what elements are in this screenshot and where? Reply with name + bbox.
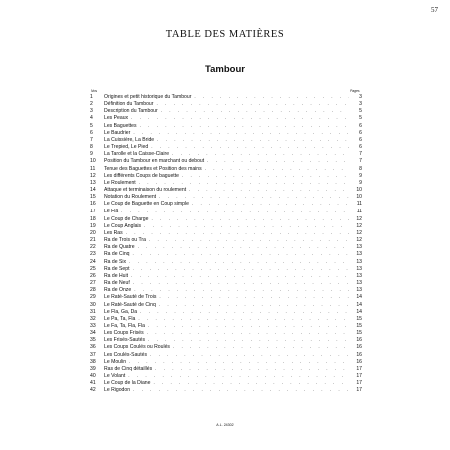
- entry-number: 39: [90, 365, 96, 372]
- entry-title: Ra de Quatre: [104, 244, 135, 251]
- entry-page-number: 16: [356, 358, 362, 365]
- toc-entry: [90, 287, 362, 293]
- entry-title: Les Coups Frisés: [104, 330, 144, 337]
- dot-leader: [132, 251, 349, 257]
- entry-number: 41: [90, 380, 96, 387]
- entry-title: Ras de Cinq détaillés: [104, 365, 153, 372]
- entry-title: Notation du Roulement: [104, 194, 157, 201]
- dot-leader: [131, 115, 349, 121]
- entry-title: Ra de Trois ou Tra: [104, 237, 146, 244]
- entry-number: 2: [90, 101, 93, 108]
- toc-entry: [90, 273, 362, 279]
- entry-title: Les Frisés-Sautés: [104, 337, 146, 344]
- entry-page-number: 6: [359, 136, 362, 143]
- entry-title: Attaque et terminaison du roulement: [104, 187, 187, 194]
- entry-title: Les Ras: [104, 229, 123, 236]
- entry-title: Le Coup de la Diane: [104, 380, 151, 387]
- toc-entry: [90, 352, 362, 358]
- entry-page-number: 14: [356, 301, 362, 308]
- toc-entry: [90, 194, 362, 200]
- entry-number: 17: [90, 208, 96, 215]
- entry-title: Origines et petit historique du Tambour: [104, 94, 192, 100]
- entry-title: La Tarolle et la Caisse-Claire: [104, 151, 170, 158]
- toc-entry: [90, 302, 362, 308]
- dot-leader: [161, 108, 349, 114]
- entry-number: 37: [90, 351, 96, 358]
- entry-page-number: 10: [356, 187, 362, 194]
- entry-title: Ra de Sept: [104, 265, 130, 272]
- entry-page-number: 12: [356, 237, 362, 244]
- entry-page-number: 6: [359, 122, 362, 129]
- dot-leader: [173, 344, 349, 350]
- entry-page-number: 12: [356, 229, 362, 236]
- entry-page-number: 14: [356, 294, 362, 301]
- entry-page-number: 13: [356, 265, 362, 272]
- dot-leader: [151, 144, 349, 150]
- toc-entry: [90, 223, 362, 229]
- entry-number: 8: [90, 144, 93, 151]
- entry-number: 35: [90, 337, 96, 344]
- toc-entry: [90, 94, 362, 100]
- toc-entry: [90, 151, 362, 157]
- dot-leader: [129, 359, 349, 365]
- toc-entry: [90, 294, 362, 300]
- entry-title: Description du Tambour: [104, 108, 158, 115]
- entry-title: Tenue des Baguettes et Position des mains: [104, 165, 202, 172]
- entry-number: 23: [90, 251, 96, 258]
- dot-leader: [148, 323, 349, 329]
- entry-title: Le Moulin: [104, 358, 127, 365]
- entry-title: Le Raté-Sauté de Trois: [104, 294, 157, 301]
- entry-number: 30: [90, 301, 96, 308]
- entry-page-number: 17: [356, 365, 362, 372]
- entry-page-number: 15: [356, 315, 362, 322]
- entry-page-number: 3: [359, 101, 362, 108]
- dot-leader: [182, 173, 349, 179]
- entry-title: Le Pa, Ta, Fla: [104, 315, 136, 322]
- entry-page-number: 17: [356, 380, 362, 387]
- entry-title: Le Baudrier: [104, 129, 131, 136]
- entry-page-number: 16: [356, 344, 362, 351]
- toc-entry: [90, 244, 362, 250]
- entry-number: 5: [90, 122, 93, 129]
- entry-number: 22: [90, 244, 96, 251]
- entry-number: 24: [90, 258, 96, 265]
- entry-page-number: 3: [359, 94, 362, 100]
- dot-leader: [157, 137, 349, 143]
- toc-entry: [90, 366, 362, 372]
- entry-number: 16: [90, 201, 96, 208]
- dot-leader: [121, 209, 349, 215]
- entry-page-number: 6: [359, 144, 362, 151]
- dot-leader: [126, 230, 349, 236]
- entry-page-number: 10: [356, 194, 362, 201]
- dot-leader: [192, 201, 349, 207]
- dot-leader: [156, 101, 349, 107]
- entry-number: 31: [90, 308, 96, 315]
- entry-page-number: 13: [356, 244, 362, 251]
- toc-entry: [90, 166, 362, 172]
- dot-leader: [148, 337, 349, 343]
- toc-entry: [90, 237, 362, 243]
- dot-leader: [149, 237, 349, 243]
- toc-entry: [90, 230, 362, 236]
- toc-entry: [90, 123, 362, 129]
- entry-number: 3: [90, 108, 93, 115]
- entry-number: 42: [90, 387, 96, 394]
- toc-entry: [90, 359, 362, 365]
- entry-number: 10: [90, 158, 96, 165]
- toc-entry: [90, 344, 362, 350]
- entry-number: 34: [90, 330, 96, 337]
- entry-page-number: 15: [356, 330, 362, 337]
- entry-page-number: 16: [356, 337, 362, 344]
- entry-number: 1: [90, 94, 93, 100]
- entry-page-number: 13: [356, 251, 362, 258]
- entry-number: 4: [90, 115, 93, 122]
- entry-title: Les Baguettes: [104, 122, 137, 129]
- entry-number: 33: [90, 323, 96, 329]
- entry-page-number: 17: [356, 373, 362, 380]
- entry-number: 27: [90, 280, 96, 287]
- dot-leader: [150, 352, 349, 358]
- entry-number: 12: [90, 172, 96, 179]
- dot-leader: [205, 166, 349, 172]
- entry-title: Le Fa, Ta, Fla, Fla: [104, 323, 145, 329]
- entry-number: 40: [90, 373, 96, 380]
- entry-title: Position du Tambour en marchant ou debout: [104, 158, 205, 165]
- page-number: 57: [431, 6, 438, 14]
- publisher-code: A.L. 24302: [216, 423, 234, 427]
- entry-title: Les différents Coups de baguette: [104, 172, 179, 179]
- entry-page-number: 13: [356, 280, 362, 287]
- entry-number: 19: [90, 222, 96, 229]
- entry-page-number: 11: [356, 208, 362, 215]
- dot-leader: [133, 387, 349, 393]
- toc-entry: [90, 309, 362, 315]
- dot-leader: [153, 380, 349, 386]
- entry-number: 36: [90, 344, 96, 351]
- toc-entry: [90, 259, 362, 265]
- toc-entry: [90, 173, 362, 179]
- entry-title: Le Coup Anglais: [104, 222, 142, 229]
- entry-page-number: 16: [356, 351, 362, 358]
- toc-entry: [90, 216, 362, 222]
- entry-page-number: 17: [356, 387, 362, 394]
- dot-leader: [144, 223, 349, 229]
- entry-title: Ra de Huit: [104, 272, 129, 279]
- toc-entry: [90, 373, 362, 379]
- entry-title: Les Coups Coulés ou Roulés: [104, 344, 170, 351]
- entry-title: Le Coup de Charge: [104, 215, 149, 222]
- entry-page-number: 12: [356, 222, 362, 229]
- entry-number: 32: [90, 315, 96, 322]
- toc-entry: [90, 180, 362, 186]
- entry-page-number: 13: [356, 287, 362, 294]
- toc-entry: [90, 266, 362, 272]
- dot-leader: [128, 373, 349, 379]
- dot-leader: [133, 130, 349, 136]
- entry-number: 21: [90, 237, 96, 244]
- entry-page-number: 8: [359, 165, 362, 172]
- entry-page-number: 5: [359, 115, 362, 122]
- dot-leader: [155, 366, 349, 372]
- entry-number: 20: [90, 229, 96, 236]
- dot-leader: [159, 194, 349, 200]
- dot-leader: [189, 187, 349, 193]
- dot-leader: [140, 309, 349, 315]
- dot-leader: [131, 273, 349, 279]
- dot-leader: [139, 180, 349, 186]
- dot-leader: [138, 244, 349, 250]
- entry-page-number: 9: [359, 172, 362, 179]
- entry-page-number: 14: [356, 308, 362, 315]
- entry-number: 38: [90, 358, 96, 365]
- entry-title: Les Coulés-Sautés: [104, 351, 148, 358]
- toc-entry: [90, 158, 362, 164]
- toc-entry: [90, 115, 362, 121]
- dot-leader: [159, 302, 349, 308]
- dot-leader: [194, 94, 349, 100]
- dot-leader: [147, 330, 349, 336]
- toc-entry: [90, 251, 362, 257]
- entry-title: Les Peaux: [104, 115, 129, 122]
- dot-leader: [151, 216, 349, 222]
- table-of-contents: [90, 94, 362, 394]
- dot-leader: [159, 294, 349, 300]
- dot-leader: [133, 266, 350, 272]
- toc-entry: [90, 187, 362, 193]
- entry-title: Ra de Cinq: [104, 251, 130, 258]
- toc-entry: [90, 316, 362, 322]
- entry-number: 13: [90, 179, 96, 186]
- page-title: TABLE DES MATIÈRES: [165, 29, 285, 40]
- toc-entry: [90, 101, 362, 107]
- entry-title: Le Fla: [104, 208, 119, 215]
- dot-leader: [207, 158, 349, 164]
- toc-entry: [90, 337, 362, 343]
- toc-entry: [90, 108, 362, 114]
- toc-entry: [90, 201, 362, 207]
- entry-title: La Cuissière, La Bride: [104, 136, 155, 143]
- toc-entry: [90, 330, 362, 336]
- entry-title: Définition du Tambour: [104, 101, 154, 108]
- entry-page-number: 7: [359, 158, 362, 165]
- pages-column-header: Pages: [350, 89, 360, 93]
- toc-entry: [90, 209, 362, 215]
- entry-title: Le Coup de Baguette en Coup simple: [104, 201, 189, 208]
- entry-page-number: 5: [359, 108, 362, 115]
- toc-entry: [90, 387, 362, 393]
- toc-entry: [90, 323, 362, 329]
- entry-number: 25: [90, 265, 96, 272]
- entry-page-number: 13: [356, 258, 362, 265]
- entry-title: Le Roulement: [104, 179, 136, 186]
- dot-leader: [138, 316, 349, 322]
- entry-page-number: 13: [356, 272, 362, 279]
- dot-leader: [134, 287, 349, 293]
- entry-title: Le Trepied, Le Pied: [104, 144, 149, 151]
- entry-page-number: 15: [356, 323, 362, 329]
- dot-leader: [133, 280, 349, 286]
- entry-title: Ra de Onze: [104, 287, 132, 294]
- toc-entry: [90, 380, 362, 386]
- entry-title: Ra de Neuf: [104, 280, 130, 287]
- entry-number: 15: [90, 194, 96, 201]
- entry-number: 7: [90, 136, 93, 143]
- entry-title: Le Volant: [104, 373, 126, 380]
- entry-number: 28: [90, 287, 96, 294]
- number-column-header: Nos: [91, 89, 98, 93]
- entry-number: 6: [90, 129, 93, 136]
- entry-page-number: 7: [359, 151, 362, 158]
- entry-number: 9: [90, 151, 93, 158]
- entry-number: 14: [90, 187, 96, 194]
- entry-number: 26: [90, 272, 96, 279]
- dot-leader: [172, 151, 349, 157]
- toc-entry: [90, 144, 362, 150]
- entry-number: 29: [90, 294, 96, 301]
- entry-title: Le Raté-Sauté de Cinq: [104, 301, 156, 308]
- toc-entry: [90, 280, 362, 286]
- entry-page-number: 9: [359, 179, 362, 186]
- dot-leader: [140, 123, 349, 129]
- entry-title: Ra de Six: [104, 258, 127, 265]
- entry-title: Le Fla, Ga, Da: [104, 308, 138, 315]
- entry-number: 11: [90, 165, 96, 172]
- toc-entry: [90, 130, 362, 136]
- dot-leader: [129, 259, 349, 265]
- entry-number: 18: [90, 215, 96, 222]
- entry-page-number: 6: [359, 129, 362, 136]
- toc-entry: [90, 137, 362, 143]
- entry-page-number: 11: [356, 201, 362, 208]
- entry-page-number: 12: [356, 215, 362, 222]
- entry-title: Le Rigodon: [104, 387, 131, 394]
- section-title: Tambour: [205, 64, 245, 75]
